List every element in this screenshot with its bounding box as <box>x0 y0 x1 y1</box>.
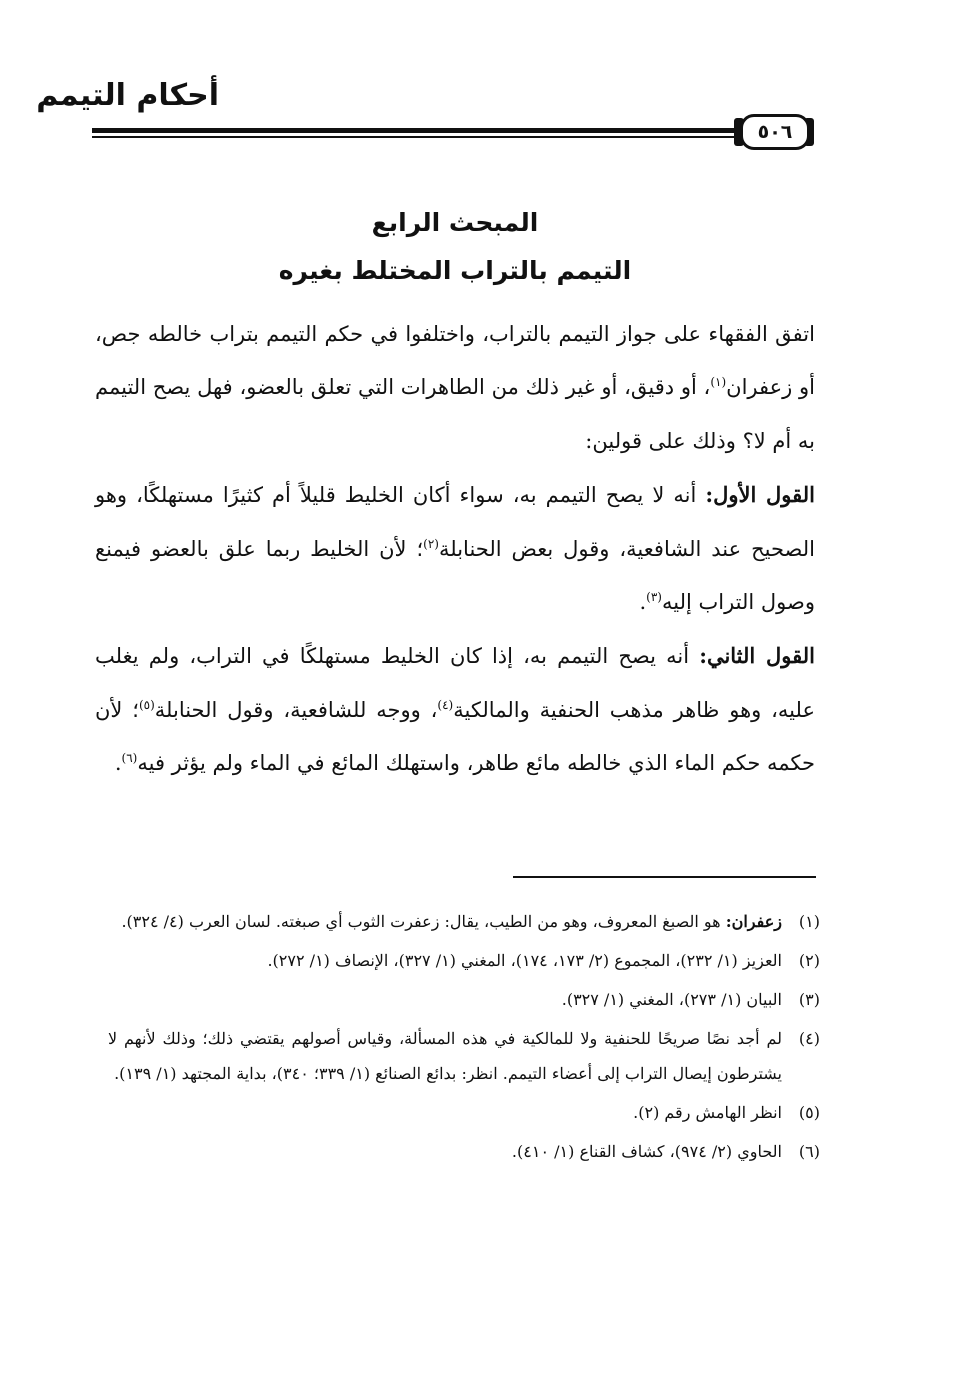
footnote-4 <box>108 1021 820 1091</box>
section-heading: المبحث الرابع <box>371 208 539 237</box>
paragraph-lead: القول الأول: <box>705 482 815 508</box>
paragraph-text: . <box>114 751 122 776</box>
paragraph-text: اتفق الفقهاء على جواز التيمم بالتراب، واختلفوا في حكم التيمم بتراب خالطه جص، أو زعفران <box>95 322 815 400</box>
running-title: أحكام التيمم <box>36 78 219 113</box>
paragraph-text: ؛ لأن الخليط ربما علق بالعضو فيمنع وصول التراب إليه <box>95 536 815 615</box>
footnote-separator <box>513 876 816 878</box>
footnote-number: (٣) <box>798 990 820 1009</box>
body-text <box>95 308 815 791</box>
paragraph-intro <box>95 308 815 468</box>
header-rule-thin <box>92 136 746 138</box>
footnote-text <box>108 904 782 939</box>
footnote-ref[interactable]: (١) <box>710 375 727 390</box>
footnote-number: (٦) <box>798 1142 820 1161</box>
page-number: ٥٠٦ <box>757 121 793 143</box>
header-rule-thick <box>92 128 746 133</box>
footnote-text: العزيز (١/ ٢٣٢)، المجموع (٢/ ١٧٣، ١٧٤)، المغني (١/ ٣٢٧)، الإنصاف (١/ ٢٧٢). <box>267 951 782 970</box>
page-number-badge <box>740 114 810 150</box>
footnote-6 <box>108 1134 820 1169</box>
footnote-body: هو الصبغ المعروف، وهو من الطيب، يقال: زعفرت الثوب أي صبغته. لسان العرب (٤/ ٣٢٤). <box>121 912 726 931</box>
paragraph-lead: القول الثاني: <box>699 643 816 669</box>
footnote-lead: زعفران: <box>725 912 782 931</box>
paragraph-second-opinion <box>95 629 815 790</box>
footnote-1 <box>108 904 820 939</box>
paragraph-text: ، ووجه للشافعية، وقول الحنابلة <box>154 697 438 722</box>
footnote-ref[interactable]: (٤) <box>437 697 454 712</box>
footnote-number: (١) <box>798 912 820 931</box>
footnote-3 <box>108 982 820 1017</box>
footnote-text: الحاوي (٢/ ٩٧٤)، كشاف القناع (١/ ٤١٠). <box>511 1142 782 1161</box>
footnote-ref[interactable]: (٦) <box>121 751 138 766</box>
footnote-number: (٥) <box>798 1103 820 1122</box>
footnote-number: (٢) <box>798 951 820 970</box>
footnote-number: (٤) <box>798 1029 820 1048</box>
page-header <box>0 0 954 160</box>
topic-heading: التيمم بالتراب المختلط بغيره <box>278 256 632 285</box>
footnote-5 <box>108 1095 820 1130</box>
paragraph-text: ؛ لأن حكمه حكم الماء الذي خالطه مائع طاهر، واستهلك المائع في الماء ولم يؤثر فيه <box>95 697 815 776</box>
paragraph-text: ، أو دقيق، أو غير ذلك من الطاهرات التي تعلق بالعضو، فهل يصح التيمم به أم لا؟ وذلك على قولين: <box>95 375 815 453</box>
paragraph-text: أنه لا يصح التيمم به، سواء أكان الخليط قليلاً أم كثيرًا مستهلكًا، وهو الصحيح عند الشافعية، وقول بعض الحنابلة <box>95 483 815 561</box>
footnote-ref[interactable]: (٥) <box>138 697 155 712</box>
paragraph-text: . <box>639 590 647 615</box>
footnote-ref[interactable]: (٣) <box>646 590 662 605</box>
footnote-text: لم أجد نصًا صريحًا للحنفية ولا للمالكية في هذه المسألة، وقياس أصولهم يقتضي ذلك؛ وذلك لأنهم لا يشترطون إيصال التراب إلى أعضاء التيمم. انظر: بدائع الصنائع (١/ ٣٣٩؛ ٣٤٠)، بداية المجتهد (١/ ١٣٩). <box>108 1029 782 1083</box>
footnote-ref[interactable]: (٢) <box>423 536 439 551</box>
paragraph-text: أنه يصح التيمم به، إذا كان الخليط مستهلكًا في التراب، ولم يغلب عليه، وهو ظاهر مذهب الحنفية والمالكية <box>95 644 816 722</box>
footnote-text: انظر الهامش رقم (٢). <box>633 1103 782 1122</box>
footnote-text: البيان (١/ ٢٧٣)، المغني (١/ ٣٢٧). <box>561 990 782 1009</box>
footnotes <box>108 904 820 1173</box>
paragraph-first-opinion <box>95 468 815 629</box>
footnote-2 <box>108 943 820 978</box>
